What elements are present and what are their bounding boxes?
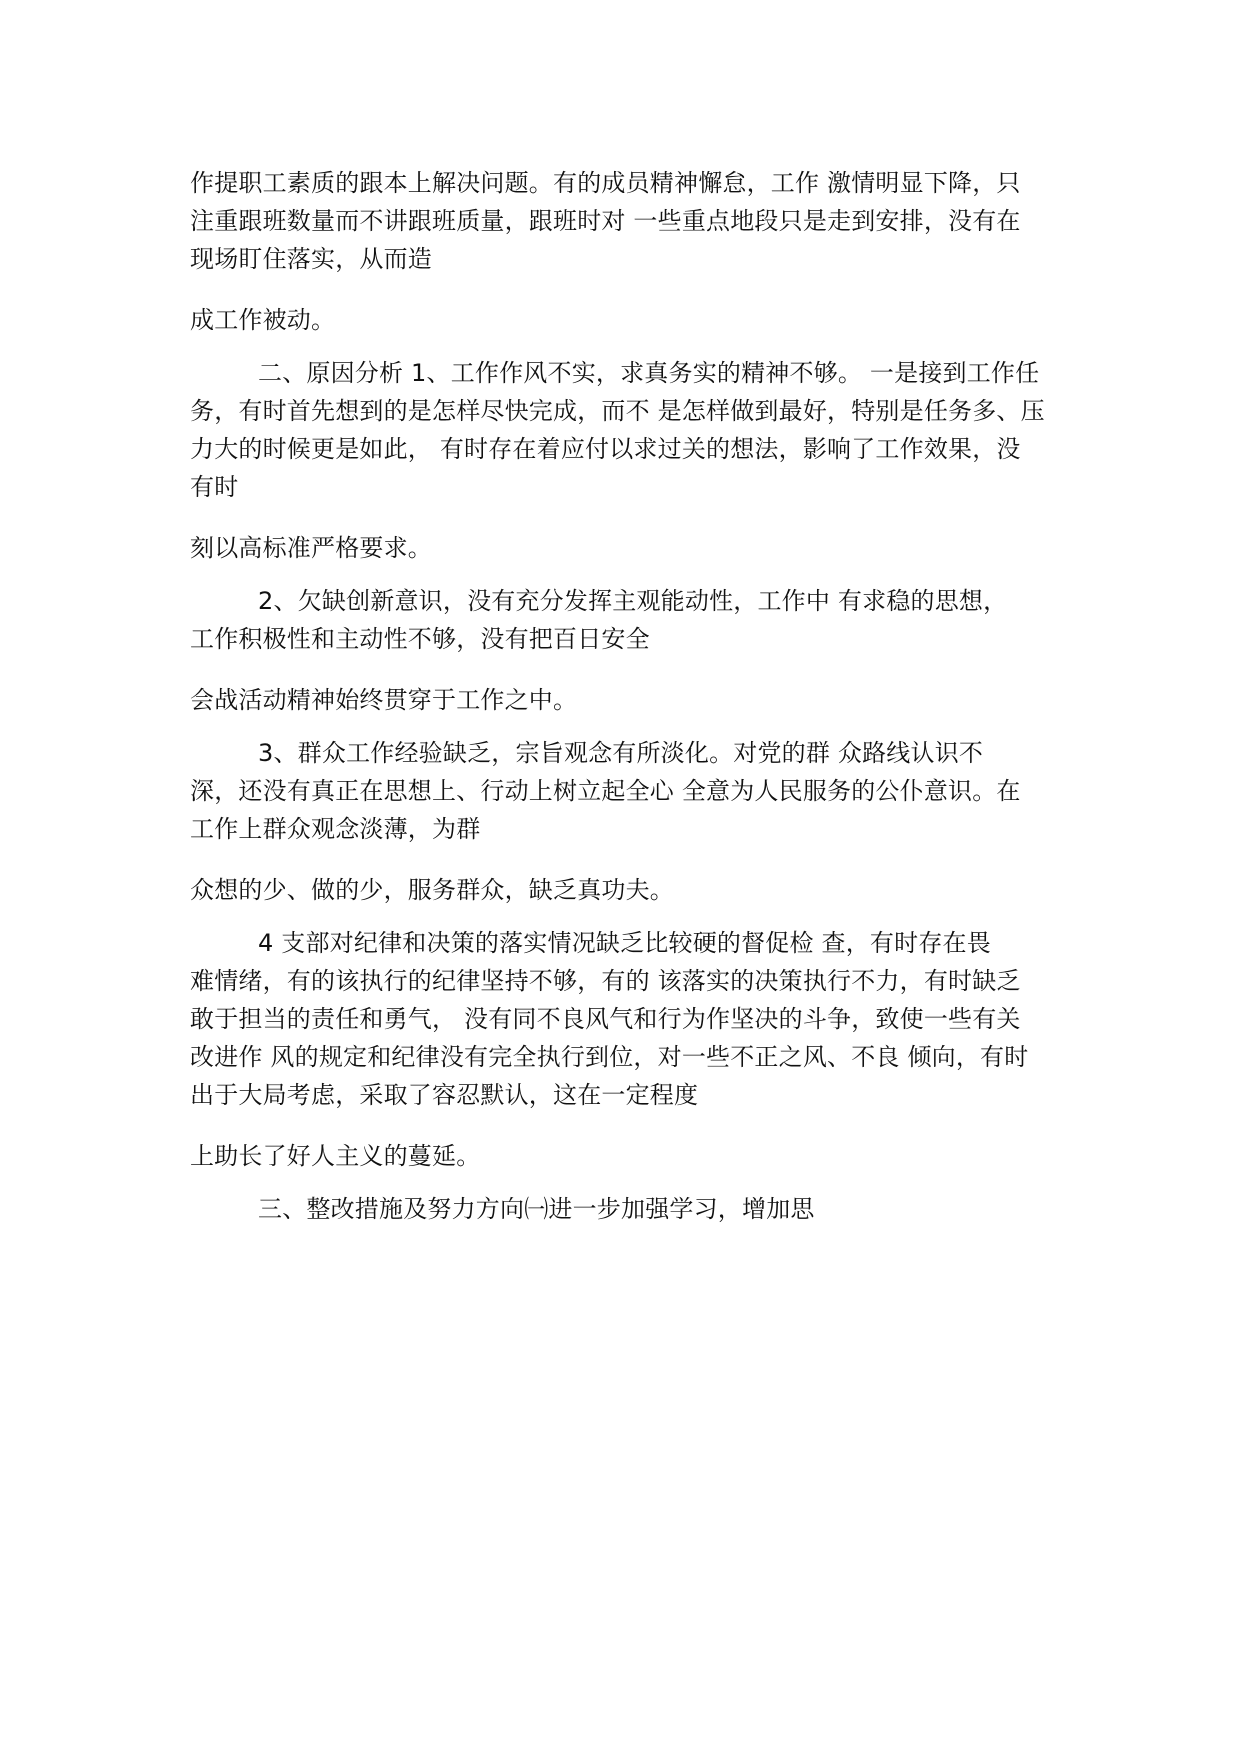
text-line: 三、整改措施及努力方向㈠进一步加强学习，增加思	[258, 1195, 815, 1223]
text-line: 刻以高标准严格要求。	[190, 534, 432, 562]
text-line: 有时	[190, 473, 239, 501]
text-line: 力大的时候更是如此， 有时存在着应付以求过关的想法，影响了工作效果，没	[190, 435, 1021, 463]
text-line: 敢于担当的责任和勇气， 没有同不良风气和行为作坚决的斗争，致使一些有关	[190, 1005, 1021, 1033]
text-line: 上助长了好人主义的蔓延。	[190, 1142, 481, 1170]
text-line: 2、欠缺创新意识，没有充分发挥主观能动性，工作中 有求稳的思想，	[258, 587, 1008, 615]
text-line: 出于大局考虑，采取了容忍默认，这在一定程度	[190, 1081, 699, 1109]
text-line: 3、群众工作经验缺乏，宗旨观念有所淡化。对党的群 众路线认识不	[258, 739, 984, 767]
text-line: 难情绪，有的该执行的纪律坚持不够，有的 该落实的决策执行不力，有时缺乏	[190, 967, 1021, 995]
text-line: 工作上群众观念淡薄，为群	[190, 815, 481, 843]
text-line: 务，有时首先想到的是怎样尽快完成，而不 是怎样做到最好，特别是任务多、压	[190, 397, 1045, 425]
text-line: 改进作 风的规定和纪律没有完全执行到位，对一些不正之风、不良 倾向，有时	[190, 1043, 1029, 1071]
text-line: 4 支部对纪律和决策的落实情况缺乏比较硬的督促检 查，有时存在畏	[258, 929, 991, 957]
text-line: 深，还没有真正在思想上、行动上树立起全心 全意为人民服务的公仆意识。在	[190, 777, 1021, 805]
text-line: 工作积极性和主动性不够，没有把百日安全	[190, 625, 650, 653]
text-line: 众想的少、做的少，服务群众，缺乏真功夫。	[190, 876, 674, 904]
text-line: 二、原因分析 1、工作作风不实，求真务实的精神不够。 一是接到工作任	[258, 359, 1040, 387]
text-line: 注重跟班数量而不讲跟班质量，跟班时对 一些重点地段只是走到安排，没有在	[190, 207, 1021, 235]
text-line: 现场盯住落实，从而造	[190, 245, 432, 273]
text-line: 会战活动精神始终贯穿于工作之中。	[190, 686, 578, 714]
text-line: 成工作被动。	[190, 306, 336, 334]
text-line: 作提职工素质的跟本上解决问题。有的成员精神懈怠，工作 激情明显下降，只	[190, 169, 1021, 197]
